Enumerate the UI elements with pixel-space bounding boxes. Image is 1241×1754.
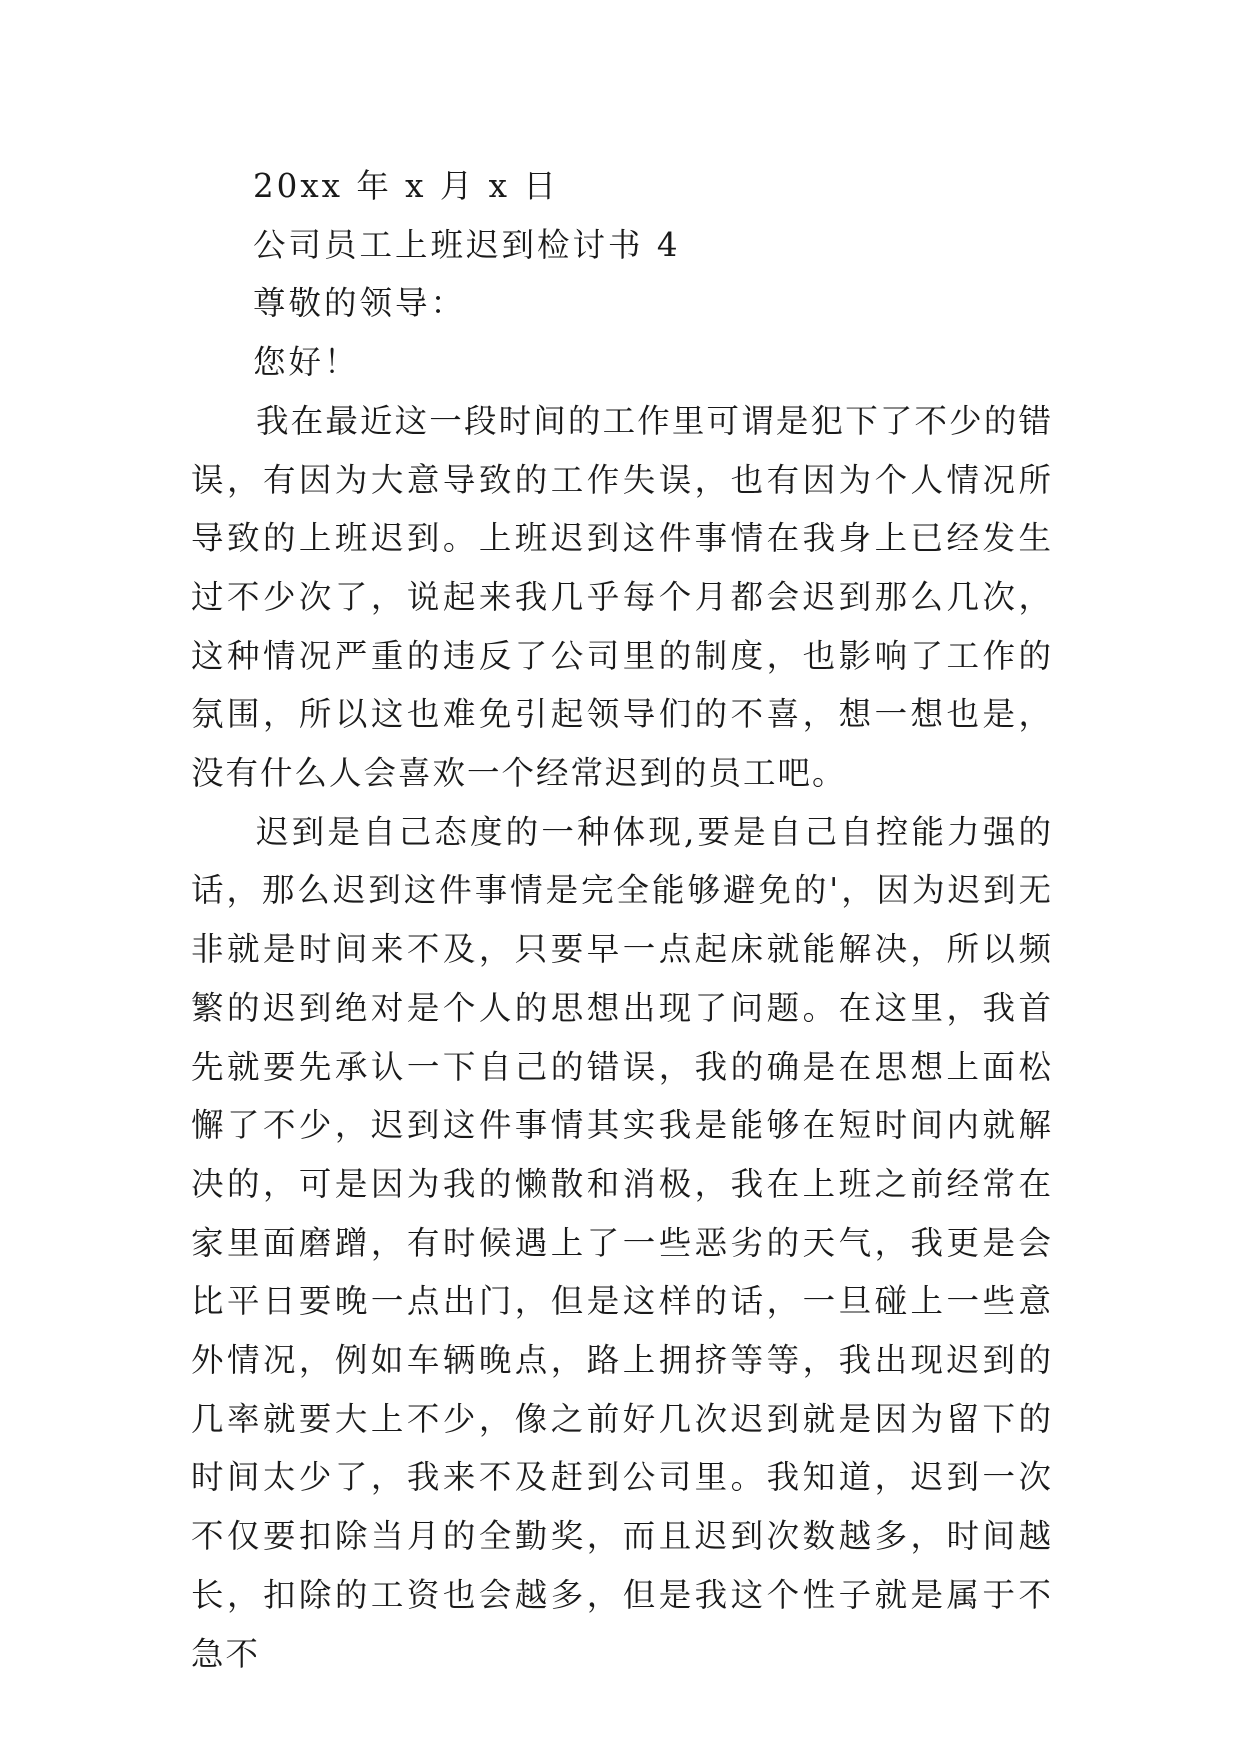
body-paragraph-1: 我在最近这一段时间的工作里可谓是犯下了不少的错误，有因为大意导致的工作失误，也有因为个人情况所导致的上班迟到。上班迟到这件事情在我身上已经发生过不少次了，说起来我几乎每个月都会迟到那么几次，这种情况严重的违反了公司里的制度，也影响了工作的氛围，所以这也难免引起领导们的不喜，想一想也是，没有什么人会喜欢一个经常迟到的员工吧。 [191,401,1053,793]
date-line: 20xx 年 x 月 x 日 [253,167,559,205]
document-body [191,157,1053,1683]
greeting: 您好！ [253,343,360,382]
body-paragraph-2: 迟到是自己态度的一种体现,要是自己自控能力强的话，那么迟到这件事情是完全能够避免的'，因为迟到无非就是时间来不及，只要早一点起床就能解决，所以频繁的迟到绝对是个人的思想出现了问题。在这里，我首先就要先承认一下自己的错误，我的确是在思想上面松懈了不少，迟到这件事情其实我是能够在短时间内就解决的，可是因为我的懒散和消极，我在上班之前经常在家里面磨蹭，有时候遇上了一些恶劣的天气，我更是会比平日要晚一点出门，但是这样的话，一旦碰上一些意外情况，例如车辆晚点，路上拥挤等等，我出现迟到的几率就要大上不少，像之前好几次迟到就是因为留下的时间太少了，我来不及赶到公司里。我知道，迟到一次不仅要扣除当月的全勤奖，而且迟到次数越多，时间越长，扣除的工资也会越多，但是我这个性子就是属于不急不 [191,812,1053,1673]
salutation: 尊敬的领导： [253,284,467,323]
document-title: 公司员工上班迟到检讨书 4 [253,225,681,264]
